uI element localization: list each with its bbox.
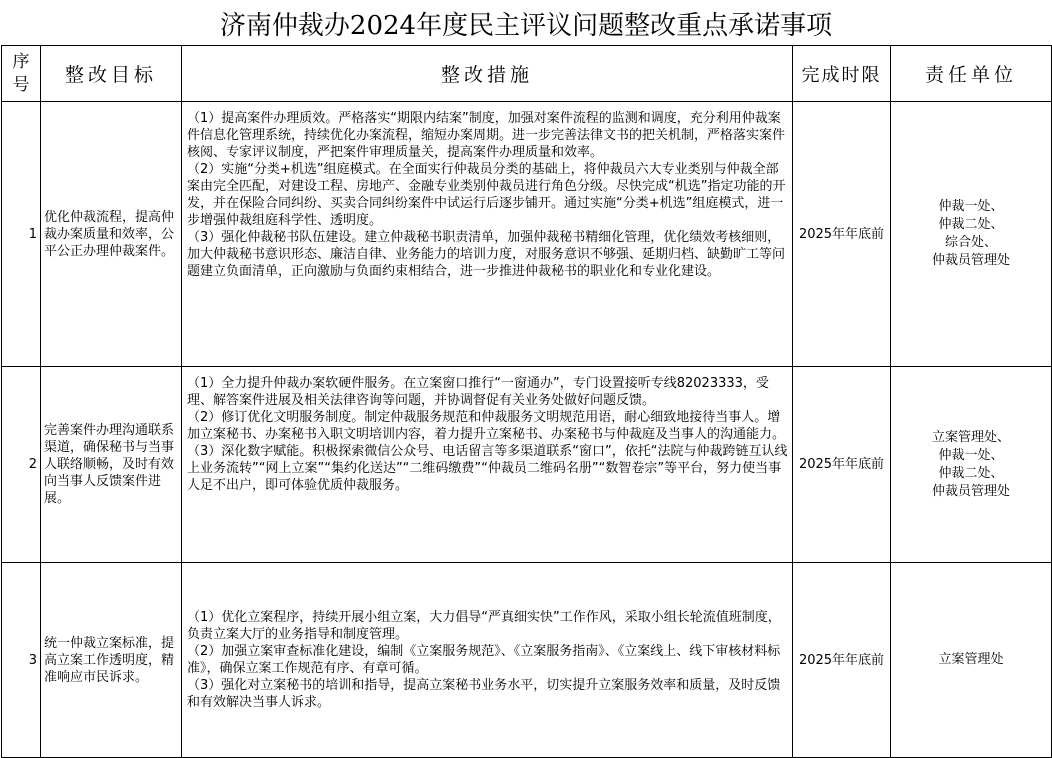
- dept-item: 仲裁二处、: [938, 217, 1004, 232]
- row-measures: [182, 563, 793, 758]
- row-deadline: 2025年年底前: [793, 102, 891, 367]
- measure-item: （3）深化数字赋能。积极探索微信公众号、电话留言等多渠道联系“窗口”，依托“法院与仲裁跨链互认线上业务流转”“网上立案”“集约化送达”“二维码缴费”“仲裁员二维码名册”“数智卷宗”等平台，努力使当事人足不出户，即可体验优质仲裁服务。: [187, 444, 788, 493]
- measure-item: （3）强化对立案秘书的培训和指导，提高立案秘书业务水平，切实提升立案服务效率和质量，及时反馈和有效解决当事人诉求。: [187, 678, 781, 710]
- row-deadline: 2025年年底前: [793, 367, 891, 563]
- dept-item: 立案管理处: [938, 652, 1004, 667]
- dept-item: 仲裁员管理处: [931, 483, 1010, 499]
- row-number: 2: [2, 367, 41, 563]
- measure-item: （1）提高案件办理质效。严格落实“期限内结案”制度，加强对案件流程的监测和调度，充分利用仲裁案件信息化管理系统，持续优化办案流程，缩短办案周期。进一步完善法律文书的把关机制，严格落实案件核阅、专家评议制度，严把案件审理质量关，提高案件办理质量和效率。: [187, 111, 786, 160]
- table-row: [2, 563, 1052, 758]
- dept-item: 仲裁二处、: [938, 465, 1004, 481]
- commitment-table: [1, 45, 1052, 758]
- table-row: [2, 367, 1052, 563]
- row-goal: 统一仲裁立案标准，提高立案工作透明度，精准响应市民诉求。: [41, 563, 182, 758]
- row-number: 1: [2, 102, 41, 367]
- dept-item: 综合处、: [944, 235, 997, 250]
- page-title: 济南仲裁办2024年度民主评议问题整改重点承诺事项: [219, 10, 833, 41]
- row-deadline: 2025年年底前: [793, 563, 891, 758]
- header-goal: 整改目标: [41, 46, 182, 102]
- row-goal: 优化仲裁流程，提高仲裁办案质量和效率，公平公正办理仲裁案件。: [41, 102, 182, 367]
- dept-item: 仲裁一处、: [938, 199, 1004, 214]
- measure-item: （3）强化仲裁秘书队伍建设。建立仲裁秘书职责清单，加强仲裁秘书精细化管理，优化绩效考核细则，加大仲裁秘书意识形态、廉洁自律、业务能力的培训力度，对服务意识不够强、延期归档、缺勤旷工等问题建立负面清单，正向激励与负面约束相结合，进一步推进仲裁秘书的职业化和专业化建设。: [187, 230, 786, 279]
- header-seq: [2, 46, 41, 102]
- dept-item: 仲裁员管理处: [931, 253, 1010, 268]
- header-measures: 整改措施: [182, 46, 793, 102]
- measure-item: （2）修订优化文明服务制度。制定仲裁服务规范和仲裁服务文明规范用语，耐心细致地接待当事人。增加立案秘书、办案秘书入职文明培训内容，着力提升立案秘书、办案秘书与仲裁庭及当事人的沟通能力。: [187, 410, 786, 442]
- row-measures: [182, 102, 793, 367]
- measure-item: （2）加强立案审查标准化建设，编制《立案服务规范》、《立案服务指南》、《立案线上、线下审核材料标准》，确保立案工作规范有序、有章可循。: [187, 644, 781, 676]
- header-dept: 责任单位: [891, 46, 1052, 102]
- dept-item: 立案管理处、: [931, 429, 1010, 445]
- measure-item: （1）优化立案程序，持续开展小组立案，大力倡导“严真细实快”工作作风，采取小组长轮流值班制度，负责立案大厅的业务指导和制度管理。: [187, 610, 781, 642]
- header-deadline: 完成时限: [793, 46, 891, 102]
- header-seq-line2: 号: [12, 74, 30, 95]
- row-goal: 完善案件办理沟通联系渠道，确保秘书与当事人联络顺畅，及时有效向当事人反馈案件进展。: [41, 367, 182, 563]
- header-row: [2, 46, 1052, 102]
- row-number: 3: [2, 563, 41, 758]
- row-depts: [891, 102, 1052, 367]
- row-measures: [182, 367, 793, 563]
- dept-item: 仲裁一处、: [938, 447, 1004, 463]
- table-row: [2, 102, 1052, 367]
- row-depts: [891, 563, 1052, 758]
- measure-item: （2）实施“分类+机选”组庭模式。在全面实行仲裁员分类的基础上，将仲裁员六大专业类别与仲裁全部案由完全匹配，对建设工程、房地产、金融专业类别仲裁员进行角色分级。尽快完成“机选”指定功能的开发，并在保险合同纠纷、买卖合同纠纷案件中试运行后逐步铺开。通过实施“分类+机选”组庭模式，进一步增强仲裁组庭科学性、透明度。: [187, 162, 786, 228]
- row-depts: [891, 367, 1052, 563]
- measure-item: （1）全力提升仲裁办案软硬件服务。在立案窗口推行“一窗通办”，专门设置接听专线82023333，受理、解答案件进展及相关法律咨询等问题，并协调督促有关业务处做好问题反馈。: [187, 376, 769, 408]
- header-seq-line1: 序: [12, 51, 30, 72]
